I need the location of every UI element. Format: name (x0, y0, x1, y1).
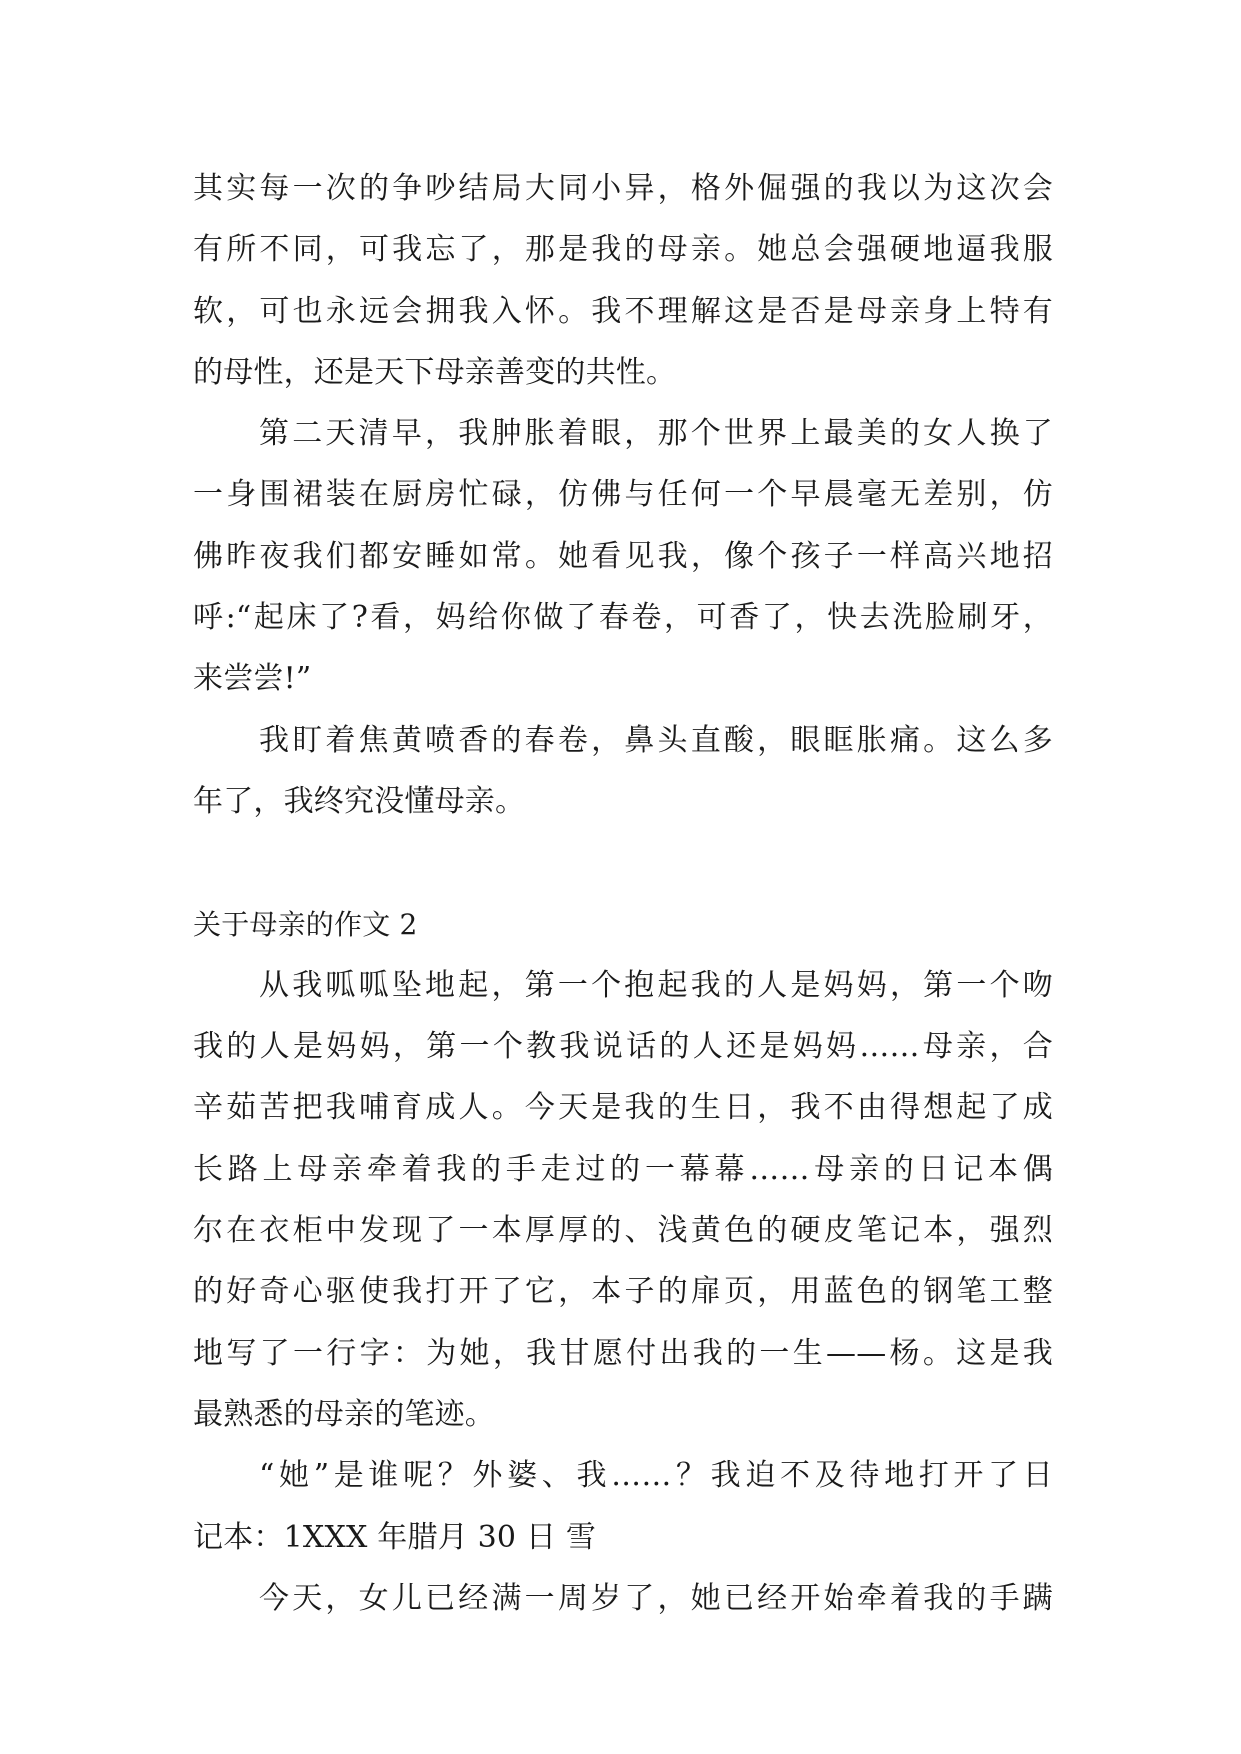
text-line: 有所不同，可我忘了，那是我的母亲。她总会强硬地逼我服 (193, 232, 1053, 268)
text-line: 佛昨夜我们都安睡如常。她看见我，像个孩子一样高兴地招 (193, 538, 1053, 574)
text-line: 我盯着焦黄喷香的春卷，鼻头直酸，眼眶胀痛。这么多 (259, 722, 1053, 758)
paragraph (193, 158, 1053, 403)
text-line: 地写了一行字：为她，我甘愿付出我的一生——杨。这是我 (193, 1335, 1053, 1371)
text-line: 来尝尝!” (193, 661, 312, 697)
text-line: 我的人是妈妈，第一个教我说话的人还是妈妈……母亲，合 (193, 1029, 1053, 1065)
text-line: 最熟悉的母亲的笔迹。 (193, 1396, 495, 1432)
text-line: 一身围裙装在厨房忙碌，仿佛与任何一个早晨毫无差别，仿 (193, 477, 1053, 513)
text-line: 记本：1XXX 年腊月 30 日 雪 (193, 1519, 597, 1555)
section-heading: 关于母亲的作文 2 (193, 907, 418, 941)
paragraph (193, 403, 1053, 709)
paragraph (193, 1568, 1053, 1629)
paragraph (193, 955, 1053, 1445)
paragraph (193, 1445, 1053, 1568)
text-line: 软，可也永远会拥我入怀。我不理解这是否是母亲身上特有 (193, 293, 1053, 329)
text-line: 呼:“起床了?看，妈给你做了春卷，可香了，快去洗脸刷牙， (193, 600, 1053, 636)
text-line: 从我呱呱坠地起，第一个抱起我的人是妈妈，第一个吻 (259, 967, 1053, 1003)
text-line: 今天，女儿已经满一周岁了，她已经开始牵着我的手蹒 (259, 1580, 1053, 1616)
text-line: 长路上母亲牵着我的手走过的一幕幕……母亲的日记本偶 (193, 1151, 1053, 1187)
text-line: 的母性，还是天下母亲善变的共性。 (193, 354, 677, 390)
text-line: 辛茹苦把我哺育成人。今天是我的生日，我不由得想起了成 (193, 1090, 1053, 1126)
text-line: 第二天清早，我肿胀着眼，那个世界上最美的女人换了 (259, 416, 1053, 452)
text-line: 尔在衣柜中发现了一本厚厚的、浅黄色的硬皮笔记本，强烈 (193, 1213, 1053, 1249)
section-spacer (193, 832, 1053, 893)
paragraph (193, 710, 1053, 833)
document-page (193, 158, 1053, 1629)
text-line: “她”是谁呢？外婆、我……？我迫不及待地打开了日 (259, 1458, 1053, 1494)
text-line: 的好奇心驱使我打开了它，本子的扉页，用蓝色的钢笔工整 (193, 1274, 1053, 1310)
text-line: 年了，我终究没懂母亲。 (193, 783, 526, 819)
text-line: 其实每一次的争吵结局大同小异，格外倔强的我以为这次会 (193, 171, 1053, 206)
